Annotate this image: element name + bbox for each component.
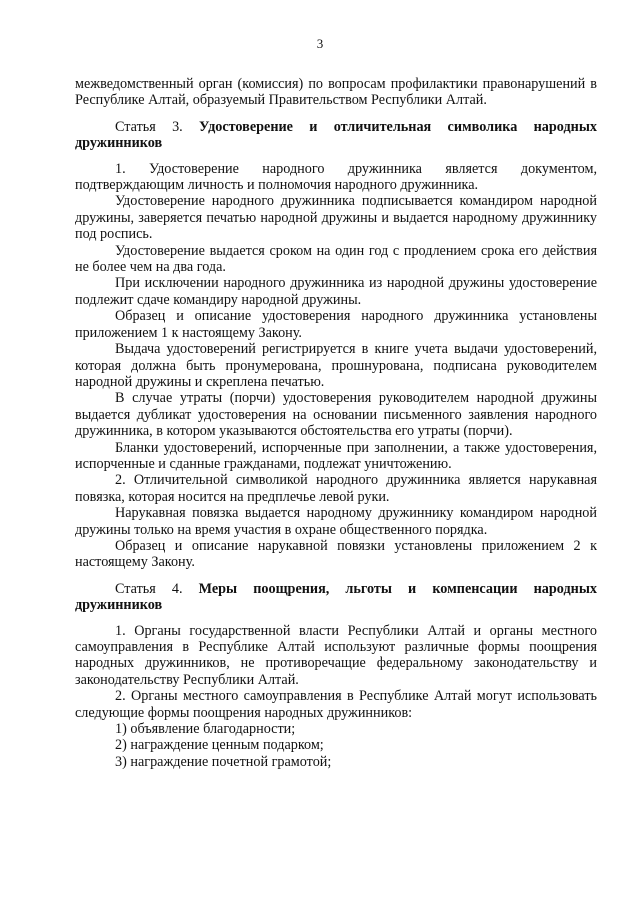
article-4-label: Статья 4.	[115, 580, 183, 597]
article-3-paragraph: Нарукавная повязка выдается народному дружиннику командиром народной дружины только на время участия в охране общественного порядка.	[75, 505, 597, 538]
article-4-paragraph: 2. Органы местного самоуправления в Республике Алтай могут использовать следующие формы поощрения народных дружинников:	[75, 688, 597, 721]
article-3-paragraph: 1. Удостоверение народного дружинника является документом, подтверждающим личность и полномочия народного дружинника.	[75, 160, 597, 194]
article-3-paragraph: 2. Отличительной символикой народного дружинника является нарукавная повязка, которая носится на предплечье левой руки.	[75, 472, 597, 505]
article-3-title: Удостоверение и отличительная символика народных дружинников	[75, 118, 597, 152]
list-item: 3) награждение почетной грамотой;	[115, 753, 332, 770]
article-3-paragraph: В случае утраты (порчи) удостоверения руководителем народной дружины выдается дубликат удостоверения на основании письменного заявления народного дружинника, в котором указываются обстоятельства его утраты (порчи).	[75, 390, 597, 440]
article-3-paragraph: Выдача удостоверений регистрируется в книге учета выдачи удостоверений, которая должна быть пронумерована, прошнурована, подписана руководителем народной дружины и скреплена печатью.	[75, 341, 597, 390]
article-3-paragraph: При исключении народного дружинника из народной дружины удостоверение подлежит сдаче командиру народной дружины.	[75, 275, 597, 308]
document-body	[75, 76, 597, 770]
article-3-paragraph: Образец и описание удостоверения народного дружинника установлены приложением 1 к настоящему Закону.	[75, 308, 597, 341]
article-4-paragraph: 1. Органы государственной власти Республики Алтай и органы местного самоуправления в Республике Алтай используют различные формы поощрения народных дружинников, не противоречащие федеральному законодательству и законодательству Республики Алтай.	[75, 622, 597, 688]
article-3-heading	[75, 119, 597, 152]
article-3-paragraph: Удостоверение народного дружинника подписывается командиром народной дружины, заверяется печатью народной дружины и выдается народному дружиннику под роспись.	[75, 193, 597, 243]
page-number: 3	[316, 36, 324, 51]
article-4-heading	[75, 581, 597, 614]
list-item: 1) объявление благодарности;	[115, 721, 296, 738]
article-3-paragraph: Удостоверение выдается сроком на один год с продлением срока его действия не более чем на два года.	[75, 242, 597, 276]
article-3-paragraph: Образец и описание нарукавной повязки установлены приложением 2 к настоящему Закону.	[75, 537, 597, 571]
article-3-label: Статья 3.	[115, 118, 183, 135]
intro-paragraph: межведомственный орган (комиссия) по вопросам профилактики правонарушений в Республике Алтай, образуемый Правительством Республики Алтай.	[75, 76, 597, 109]
article-3-paragraph: Бланки удостоверений, испорченные при заполнении, а также удостоверения, испорченные и сданные гражданами, подлежат уничтожению.	[75, 439, 597, 472]
article-4-title: Меры поощрения, льготы и компенсации народных дружинников	[75, 580, 597, 614]
list-item: 2) награждение ценным подарком;	[115, 737, 324, 754]
